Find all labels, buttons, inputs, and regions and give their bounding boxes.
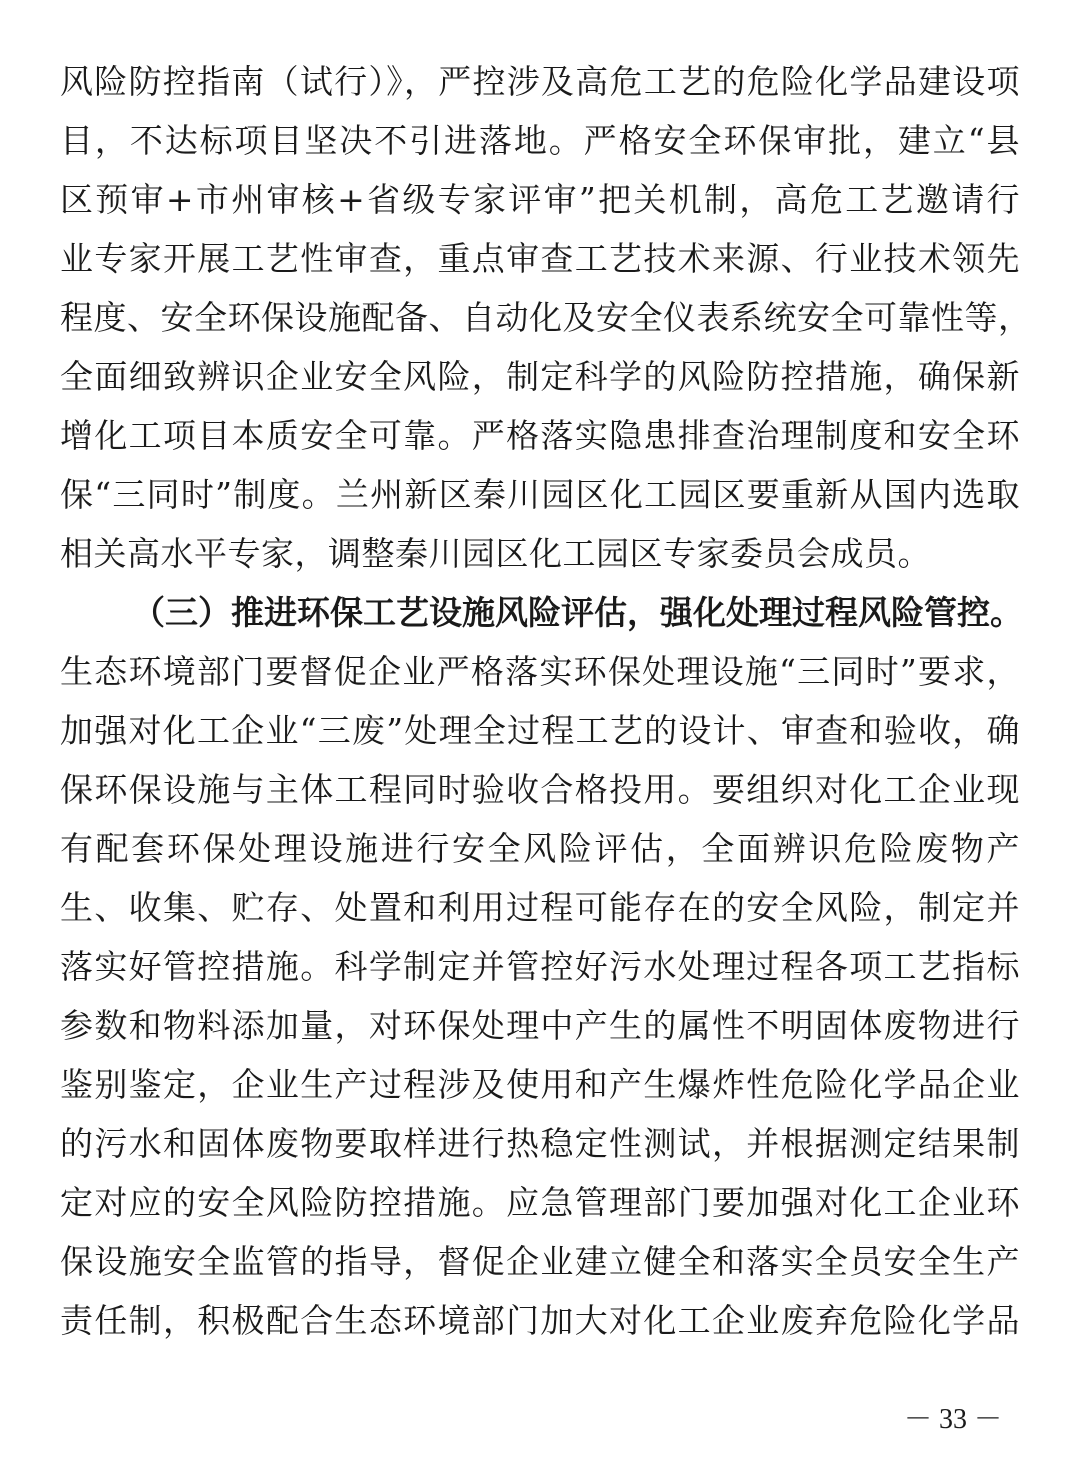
text-line: 保环保设施与主体工程同时验收合格投用。要组织对化工企业现 xyxy=(60,770,1020,809)
text-line: 相关高水平专家，调整秦川园区化工园区专家委员会成员。 xyxy=(60,534,931,573)
text-line: 责任制，积极配合生态环境部门加大对化工企业废弃危险化学品 xyxy=(60,1301,1020,1340)
text-line: 程度、安全环保设施配备、自动化及安全仪表系统安全可靠性等， xyxy=(60,298,1032,337)
text-line: 目，不达标项目坚决不引进落地。严格安全环保审批，建立“县 xyxy=(60,121,1020,160)
text-line: 区预审+市州审核+省级专家评审”把关机制，高危工艺邀请行 xyxy=(60,180,1020,219)
text-line: 落实好管控措施。科学制定并管控好污水处理过程各项工艺指标 xyxy=(60,947,1020,986)
text-line: 的污水和固体废物要取样进行热稳定性测试，并根据测定结果制 xyxy=(60,1124,1020,1163)
text-line: 定对应的安全风险防控措施。应急管理部门要加强对化工企业环 xyxy=(60,1183,1020,1222)
body-text xyxy=(60,52,1032,1350)
section-heading: （三）推进环保工艺设施风险评估，强化处理过程风险管控。 xyxy=(132,593,1023,632)
text-line: 业专家开展工艺性审查，重点审查工艺技术来源、行业技术领先 xyxy=(60,239,1020,278)
text-line: 鉴别鉴定，企业生产过程涉及使用和产生爆炸性危险化学品企业 xyxy=(60,1065,1020,1104)
text-line: 生态环境部门要督促企业严格落实环保处理设施“三同时”要求， xyxy=(60,652,1020,691)
text-line: 增化工项目本质安全可靠。严格落实隐患排查治理制度和安全环 xyxy=(60,416,1020,455)
text-line: 保“三同时”制度。兰州新区秦川园区化工园区要重新从国内选取 xyxy=(60,475,1020,514)
text-line: 加强对化工企业“三废”处理全过程工艺的设计、审查和验收，确 xyxy=(60,711,1020,750)
text-line: 生、收集、贮存、处置和利用过程可能存在的安全风险，制定并 xyxy=(60,888,1020,927)
text-line: 保设施安全监管的指导，督促企业建立健全和落实全员安全生产 xyxy=(60,1242,1020,1281)
text-line: 参数和物料添加量，对环保处理中产生的属性不明固体废物进行 xyxy=(60,1006,1020,1045)
text-line: 风险防控指南（试行）》，严控涉及高危工艺的危险化学品建设项 xyxy=(60,62,1020,101)
page-number: － 33 － xyxy=(903,1404,1002,1435)
text-line: 有配套环保处理设施进行安全风险评估，全面辨识危险废物产 xyxy=(60,829,1020,868)
text-line: 全面细致辨识企业安全风险，制定科学的风险防控措施，确保新 xyxy=(60,357,1020,396)
